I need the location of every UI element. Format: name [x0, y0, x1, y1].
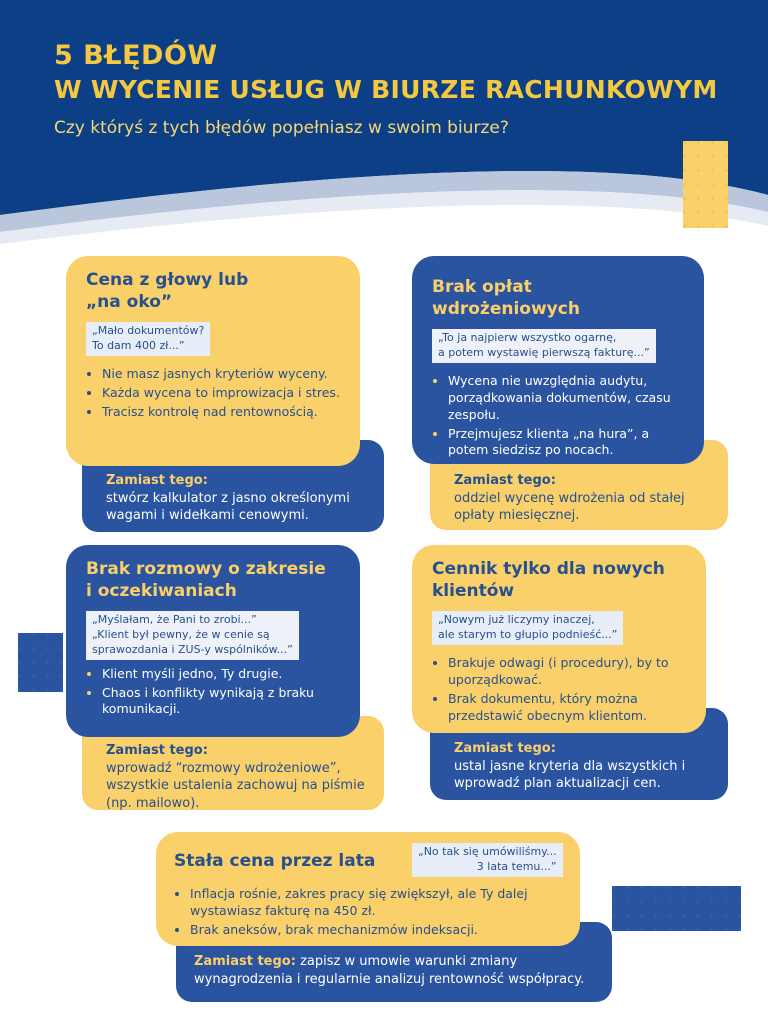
list-item: • Klient myśli jedno, Ty drugie. [102, 666, 340, 683]
card-5-title: Stała cena przez lata [174, 851, 376, 871]
list-item: • Wycena nie uwzględnia audytu, porządkowania dokumentów, czasu zespołu. [448, 373, 684, 424]
card-1 [66, 256, 360, 466]
card-5-instead-text: zapisz w umowie warunki zmiany wynagrodzenia i regularnie analizuj rentowność współpracy. [194, 954, 585, 987]
list-item: • Inflacja rośnie, zakres pracy się zwiększył, ale Ty dalej wystawiasz fakturę na 450 zł. [190, 886, 562, 920]
card-5-bullets [174, 886, 562, 939]
card-1-quote: „Mało dokumentów? To dam 400 zł...” [86, 322, 210, 356]
dot-grid-decoration [612, 886, 741, 931]
instead-label: Zamiast tego: [106, 743, 208, 758]
card-3-quote: „Myślałam, że Pani to zrobi...” „Klient był pewny, że w cenie są sprawozdania i ZUS-y wspólników...” [86, 611, 299, 660]
card-2 [412, 256, 704, 464]
card-1-bullets [86, 366, 340, 421]
card-4-title: Cennik tylko dla nowych klientów [432, 559, 665, 602]
card-3-title: Brak rozmowy o zakresie i oczekiwaniach [86, 559, 326, 602]
card-2-instead-text: oddziel wycenę wdrożenia od stałej opłaty miesięcznej. [454, 490, 685, 524]
card-4-quote: „Nowym już liczymy inaczej, ale starym to głupio podnieść...” [432, 611, 623, 645]
dot-grid-decoration [683, 141, 728, 228]
card-5 [156, 832, 580, 946]
list-item: • Tracisz kontrolę nad rentownością. [102, 404, 340, 421]
list-item: • Chaos i konflikty wynikają z braku komunikacji. [102, 685, 340, 719]
card-3-bullets [86, 666, 340, 719]
instead-label: Zamiast tego: [454, 741, 556, 756]
list-item: • Przejmujesz klienta „na hura”, a potem siedzisz po nocach. [448, 426, 684, 460]
dot-grid-decoration [18, 633, 63, 692]
page-title-line2: W WYCENIE USŁUG W BIURZE RACHUNKOWYM [54, 75, 718, 104]
card-1-instead-text: stwórz kalkulator z jasno określonymi wagami i widełkami cenowymi. [106, 490, 350, 524]
card-4-bullets [432, 655, 686, 725]
card-2-title: Brak opłat wdrożeniowych [432, 277, 580, 320]
instead-label: Zamiast tego: [194, 954, 296, 969]
instead-label: Zamiast tego: [106, 473, 208, 488]
list-item: • Brak aneksów, brak mechanizmów indeksacji. [190, 922, 562, 939]
page-title-line1: 5 BŁĘDÓW [54, 40, 218, 71]
list-item: • Każda wycena to improwizacja i stres. [102, 385, 340, 402]
card-1-title: Cena z głowy lub „na oko” [86, 270, 249, 313]
card-2-bullets [432, 373, 684, 459]
page-subtitle: Czy któryś z tych błędów popełniasz w swoim biurze? [54, 118, 509, 138]
list-item: • Brakuje odwagi (i procedury), by to uporządkować. [448, 655, 686, 689]
list-item: • Nie masz jasnych kryteriów wyceny. [102, 366, 340, 383]
list-item: • Brak dokumentu, który można przedstawić obecnym klientom. [448, 691, 686, 725]
card-4 [412, 545, 706, 733]
instead-label: Zamiast tego: [454, 473, 556, 488]
card-3-instead-text: wprowadź “rozmowy wdrożeniowe”, wszystkie ustalenia zachowuj na piśmie (np. mailowo). [106, 760, 365, 811]
card-4-instead-text: ustal jasne kryteria dla wszystkich i wprowadź plan aktualizacji cen. [454, 758, 686, 792]
card-3 [66, 545, 360, 737]
card-5-instead [194, 954, 584, 987]
card-2-quote: „To ja najpierw wszystko ogarnę, a potem wystawię pierwszą fakturę...” [432, 329, 656, 363]
card-5-quote: „No tak się umówiliśmy... 3 lata temu...” [412, 843, 563, 877]
